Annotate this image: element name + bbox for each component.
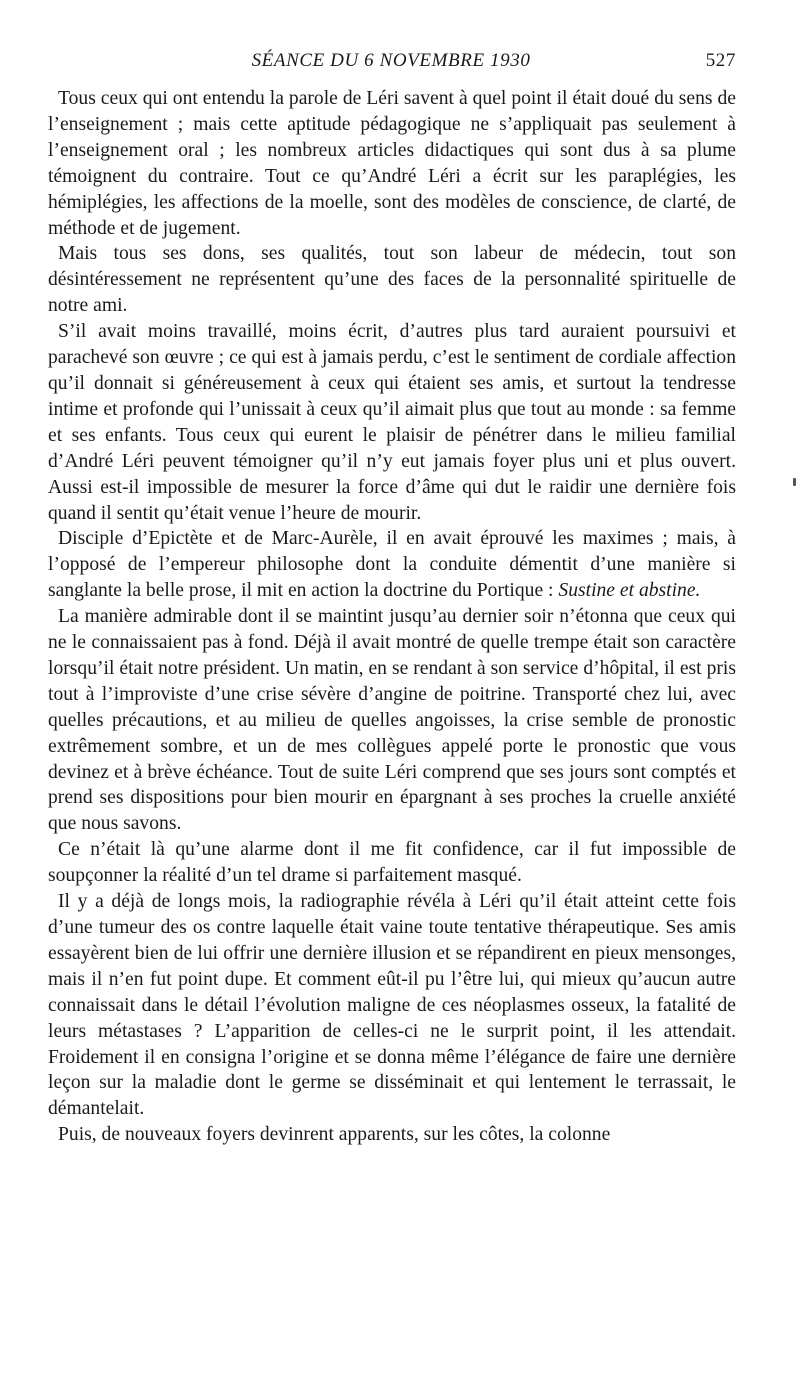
paragraph-8: Puis, de nouveaux foyers devinrent apparents, sur les côtes, la colonne xyxy=(58,1124,611,1146)
running-head xyxy=(46,50,736,76)
latin-motto: Sustine et abstine. xyxy=(558,580,701,602)
running-title: SÉANCE DU 6 NOVEMBRE 1930 xyxy=(251,50,531,71)
paragraph-3: S’il avait moins travaillé, moins écrit, d’autres plus tard auraient poursuivi et parachevé son œuvre ; ce qui est à jamais perdu, c’est le sentiment de cordiale affection qu’il donnait si généreusement à ceux qui étaient ses amis, et surtout la tendresse intime et profonde qui l’unissait à ceux qu’il aimait plus que tout au monde : sa femme et ses enfants. Tous ceux qui eurent le plaisir de pénétrer dans le milieu familial d’André Léri peuvent témoigner qu’il n’y eut jamais foyer plus uni et plus ouvert. Aussi est-il impossible de mesurer la force d’âme qui dut le raidir une dernière fois quand il sentit qu’était venue l’heure de mourir. xyxy=(48,321,736,524)
page-number: 527 xyxy=(705,50,736,71)
paragraph-1: Tous ceux qui ont entendu la parole de Léri savent à quel point il était doué du sens de l’enseignement ; mais cette aptitude pédagogique ne s’appliquait pas seulement à l’enseignement oral ; les nombreux articles didactiques qui sont dus à sa plume témoignent du contraire. Tout ce qu’André Léri a écrit sur les paraplégies, les hémiplégies, les affections de la moelle, sont des modèles de conscience, de clarté, de méthode et de jugement. xyxy=(48,88,736,239)
paragraph-5: La manière admirable dont il se maintint jusqu’au dernier soir n’étonna que ceux qui ne le connaissaient pas à fond. Déjà il avait montré de quelle trempe était son caractère lorsqu’il était notre président. Un matin, en se rendant à son service d’hôpital, il est pris tout à l’improviste d’une crise sévère d’angine de poitrine. Transporté chez lui, avec quelles précautions, et au milieu de quelles angoisses, la crise semble de pronostic extrêmement sombre, et un de mes collègues appelé porte le pronostic que vous devinez et à brève échéance. Tout de suite Léri comprend que ses jours sont comptés et prend ses dispositions pour bien mourir en épargnant à ses proches la cruelle anxiété que nous savons. xyxy=(48,606,736,835)
margin-mark xyxy=(793,478,796,486)
paragraph-7: Il y a déjà de longs mois, la radiographie révéla à Léri qu’il était atteint cette fois d’une tumeur des os contre laquelle était vaine toute tentative thérapeutique. Ses amis essayèrent bien de lui offrir une dernière illusion et se répandirent en pieux mensonges, mais il n’en fut point dupe. Et comment eût-il pu l’être lui, qui mieux qu’aucun autre connaissait dans le détail l’évolution maligne de ces néoplasmes osseux, la fatalité de leurs métastases ? L’apparition de celles-ci ne le surprit point, il les attendait. Froidement il en consigna l’origine et se donna même l’élégance de faire une dernière leçon sur la maladie dont le germe se disséminait et qui lentement le terrassait, le démantelait. xyxy=(48,891,736,1120)
body-text xyxy=(48,86,736,1148)
paragraph-2: Mais tous ses dons, ses qualités, tout son labeur de médecin, tout son désintéressement ne représentent qu’une des faces de la personnalité spirituelle de notre ami. xyxy=(48,243,736,317)
paragraph-4 xyxy=(48,526,736,604)
paragraph-4-text: Disciple d’Epictète et de Marc-Aurèle, il en avait éprouvé les maximes ; mais, à l’opposé de l’empereur philosophe dont la conduite démentit d’une manière si sanglante la belle prose, il mit en action la doctrine du Portique : xyxy=(48,528,736,602)
paragraph-6: Ce n’était là qu’une alarme dont il me fit confidence, car il fut impossible de soupçonner la réalité d’un tel drame si parfaitement masqué. xyxy=(48,839,736,887)
